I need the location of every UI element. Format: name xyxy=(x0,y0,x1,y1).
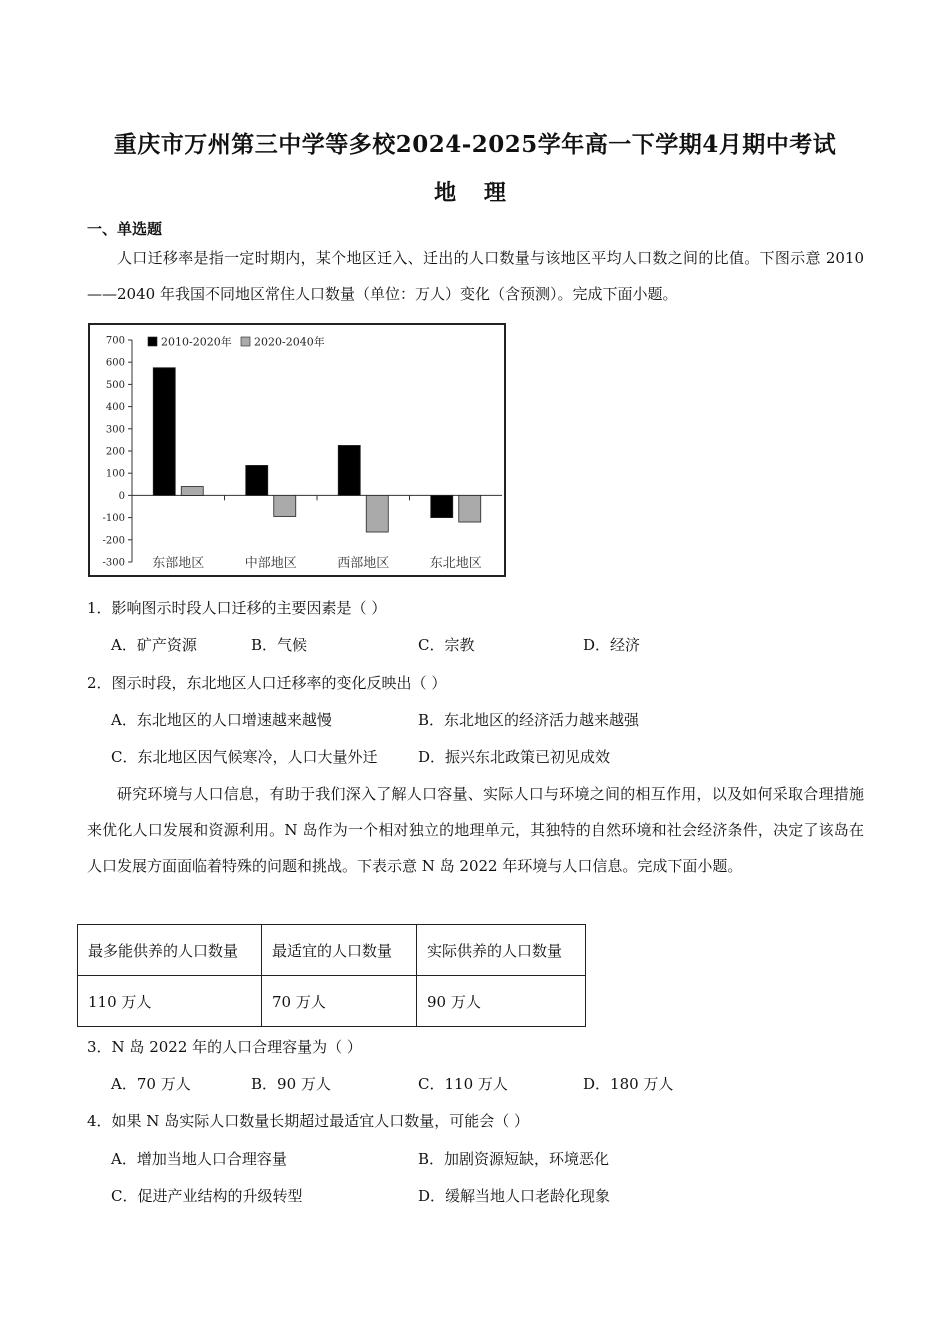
q2-option-d: D．振兴东北政策已初见成效 xyxy=(418,748,611,766)
q2-option-c: C．东北地区因气候寒冷，人口大量外迁 xyxy=(111,748,378,766)
table-header-row xyxy=(78,925,586,976)
q4-option-a: A．增加当地人口合理容量 xyxy=(111,1150,287,1168)
legend-swatch xyxy=(148,337,157,346)
subject-title: 地 理 xyxy=(434,180,516,206)
population-info-table xyxy=(77,924,586,1027)
x-category-label: 中部地区 xyxy=(244,556,297,571)
table-cell: 90 万人 xyxy=(417,976,586,1027)
q1-option-c: C．宗教 xyxy=(418,636,475,654)
table-cell: 70 万人 xyxy=(262,976,417,1027)
y-tick-label: -100 xyxy=(102,513,125,525)
y-tick-label: -300 xyxy=(102,557,125,569)
legend-swatch xyxy=(241,337,250,346)
y-tick-label: 400 xyxy=(105,402,125,414)
bar-2010-2020 xyxy=(431,495,453,517)
q3-option-c: C．110 万人 xyxy=(418,1075,508,1093)
bar-2010-2020 xyxy=(246,465,268,495)
question-2-stem: 2．图示时段，东北地区人口迁移率的变化反映出（ ） xyxy=(87,674,447,692)
table-header-cell: 实际供养的人口数量 xyxy=(417,925,586,976)
q3-option-a: A．70 万人 xyxy=(111,1075,191,1093)
q1-option-d: D．经济 xyxy=(583,636,641,654)
bar-2020-2040 xyxy=(459,495,481,522)
bar-2010-2020 xyxy=(338,445,360,495)
question-1-stem: 1．影响图示时段人口迁移的主要因素是（ ） xyxy=(87,599,387,617)
bar-chart xyxy=(90,325,504,575)
table-row xyxy=(78,976,586,1027)
y-tick-label: 700 xyxy=(105,335,125,347)
table-cell: 110 万人 xyxy=(78,976,262,1027)
q4-option-b: B．加剧资源短缺，环境恶化 xyxy=(418,1150,610,1168)
x-category-label: 东部地区 xyxy=(152,556,205,571)
y-tick-label: 600 xyxy=(105,357,125,369)
bar-2020-2040 xyxy=(366,495,388,532)
section-heading: 一、单选题 xyxy=(87,220,163,238)
passage-2: 研究环境与人口信息，有助于我们深入了解人口容量、实际人口与环境之间的相互作用，以及如何采取合理措施来优化人口发展和资源利用。N 岛作为一个相对独立的地理单元，其独特的自然环境和社会经济条件，决定了该岛在人口发展方面面临着特殊的问题和挑战。下表示意 N 岛 2022 年环境与人口信息。完成下面小题。 xyxy=(87,785,864,875)
legend-label: 2020-2040年 xyxy=(254,335,325,349)
q2-option-b: B．东北地区的经济活力越来越强 xyxy=(418,711,640,729)
y-tick-label: 300 xyxy=(105,424,125,436)
q2-option-a: A．东北地区的人口增速越来越慢 xyxy=(111,711,332,729)
question-3-stem: 3．N 岛 2022 年的人口合理容量为（ ） xyxy=(87,1038,362,1056)
table-header-cell: 最多能供养的人口数量 xyxy=(78,925,262,976)
bar-2020-2040 xyxy=(274,495,296,516)
x-category-label: 东北地区 xyxy=(429,556,482,571)
passage-1: 人口迁移率是指一定时期内，某个地区迁入、迁出的人口数量与该地区平均人口数之间的比值。下图示意 2010——2040 年我国不同地区常住人口数量（单位：万人）变化（含预测）。完成下面小题。 xyxy=(87,249,864,303)
q4-option-d: D．缓解当地人口老龄化现象 xyxy=(418,1187,611,1205)
q3-option-b: B．90 万人 xyxy=(251,1075,331,1093)
population-change-chart xyxy=(88,323,506,577)
q3-option-d: D．180 万人 xyxy=(583,1075,674,1093)
legend-label: 2010-2020年 xyxy=(161,335,232,349)
y-tick-label: 500 xyxy=(105,379,125,391)
table-header-cell: 最适宜的人口数量 xyxy=(262,925,417,976)
y-tick-label: 0 xyxy=(118,490,125,502)
q1-option-b: B．气候 xyxy=(251,636,308,654)
y-tick-label: -200 xyxy=(102,535,125,547)
bar-2010-2020 xyxy=(153,368,175,496)
y-tick-label: 200 xyxy=(105,446,125,458)
q1-option-a: A．矿产资源 xyxy=(111,636,197,654)
y-tick-label: 100 xyxy=(105,468,125,480)
x-category-label: 西部地区 xyxy=(337,556,390,571)
bar-2020-2040 xyxy=(181,487,203,496)
exam-title: 重庆市万州第三中学等多校2024-2025学年高一下学期4月期中考试 xyxy=(113,131,837,158)
question-4-stem: 4．如果 N 岛实际人口数量长期超过最适宜人口数量，可能会（ ） xyxy=(87,1112,529,1130)
q4-option-c: C．促进产业结构的升级转型 xyxy=(111,1187,303,1205)
